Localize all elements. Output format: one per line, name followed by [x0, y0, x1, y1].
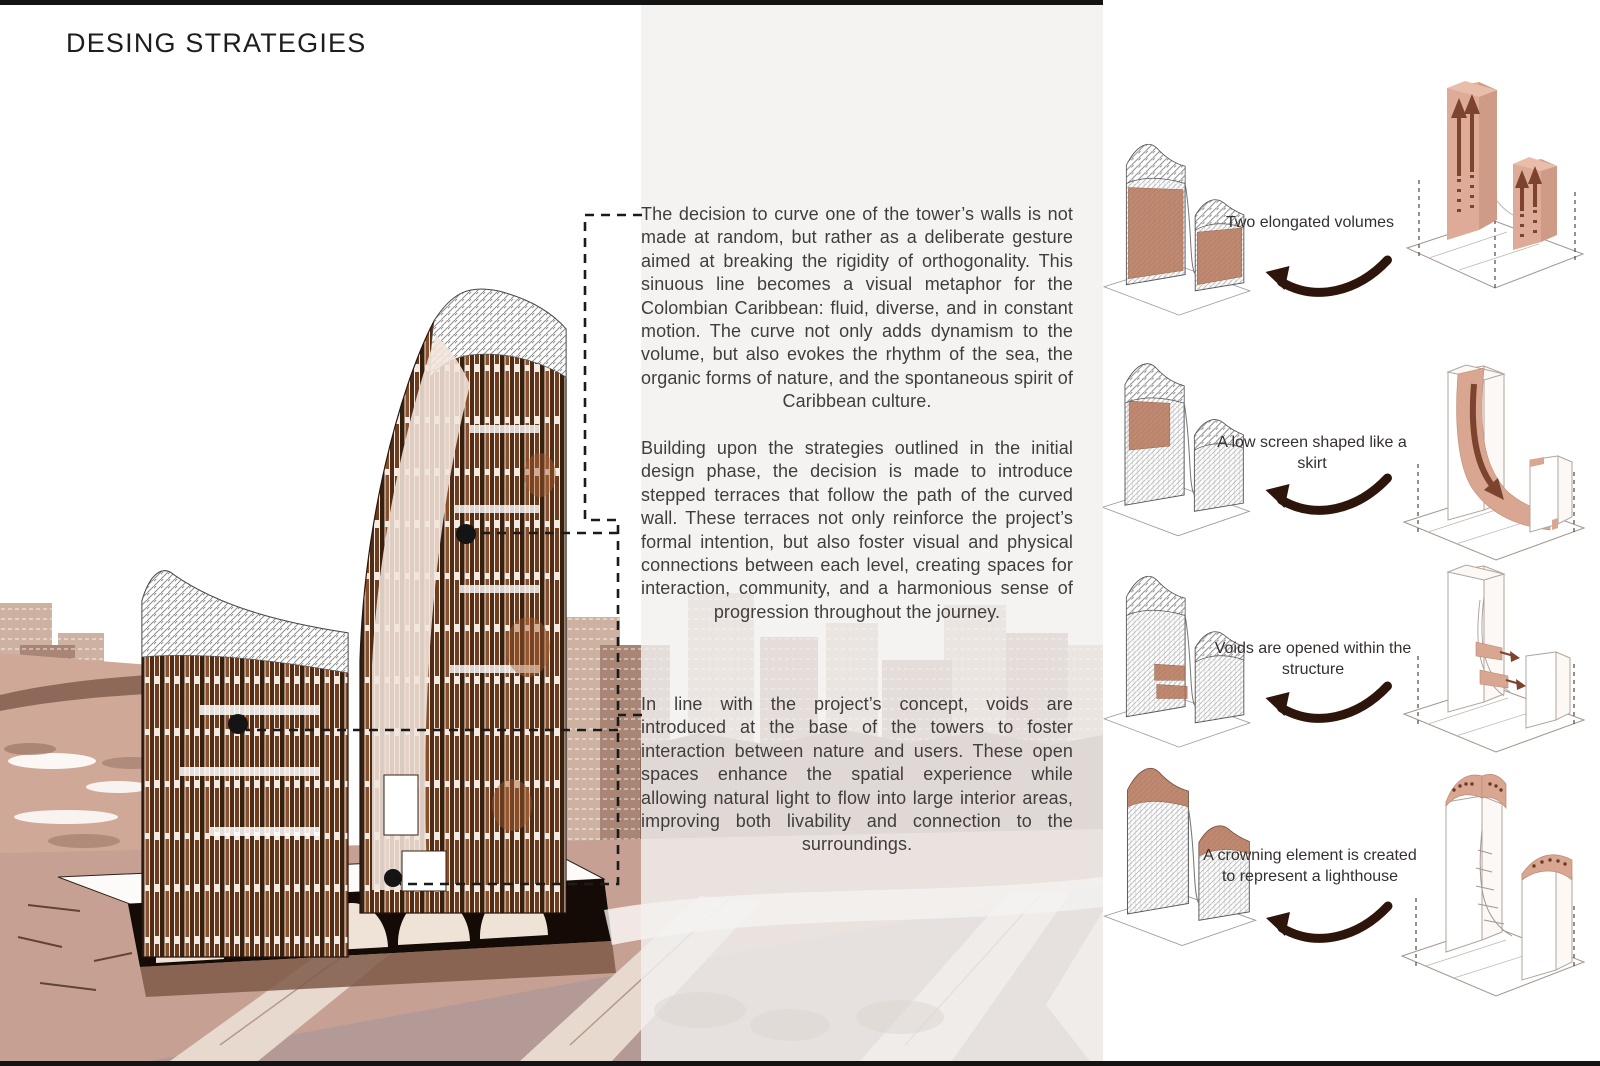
page-title: DESING STRATEGIES — [66, 28, 367, 58]
strategy-3-curved-arrow-icon — [1255, 678, 1400, 736]
strategy-4-label: A crowning element is created to represent a lighthouse — [1203, 847, 1417, 885]
strategy-1-axon-diagram-two-volumes — [1388, 52, 1600, 322]
paragraph-curved-wall: The decision to curve one of the tower’s walls is not made at random, but rather as a deliberate gesture aimed at breaking the rigidity of orthogonality. This sinuous line becomes a visual metaphor for the Colombian Caribbean: fluid, diverse, and in constant motion. The curve not only adds dynamism to the volume, but also evokes the rhythm of the sea, the organic forms of nature, and the spontaneous spirit of Caribbean culture. — [641, 204, 1073, 412]
strategy-2-curved-arrow-icon — [1255, 470, 1400, 528]
strategy-1-label: Two elongated volumes — [1225, 214, 1395, 231]
paragraph-stepped-terraces: Building upon the strategies outlined in the initial design phase, the decision is made to introduce stepped terraces that follow the path of the curved wall. These terraces not only reinforce the project’s formal intention, but also foster visual and physical connections between each level, creating spaces for interaction, community, and a harmonious sense of progression throughout the journey. — [641, 438, 1073, 622]
strategy-2-label: A low screen shaped like a skirt — [1217, 434, 1407, 472]
strategy-4-axon-diagram-lighthouse-crown — [1388, 740, 1600, 1040]
paragraph-voids: In line with the project’s concept, voids are introduced at the base of the towers to foster interaction between nature and users. These open spaces enhance the spatial experience while allowing natural light to flow into large interior areas, improving both livability and connection to the surroundings. — [641, 694, 1073, 855]
strategy-3-label: Voids are opened within the structure — [1214, 640, 1412, 678]
strategy-4-curved-arrow-icon — [1258, 898, 1398, 956]
strategy-1-curved-arrow-icon — [1255, 252, 1400, 310]
connector-anchor-dots — [228, 524, 476, 887]
